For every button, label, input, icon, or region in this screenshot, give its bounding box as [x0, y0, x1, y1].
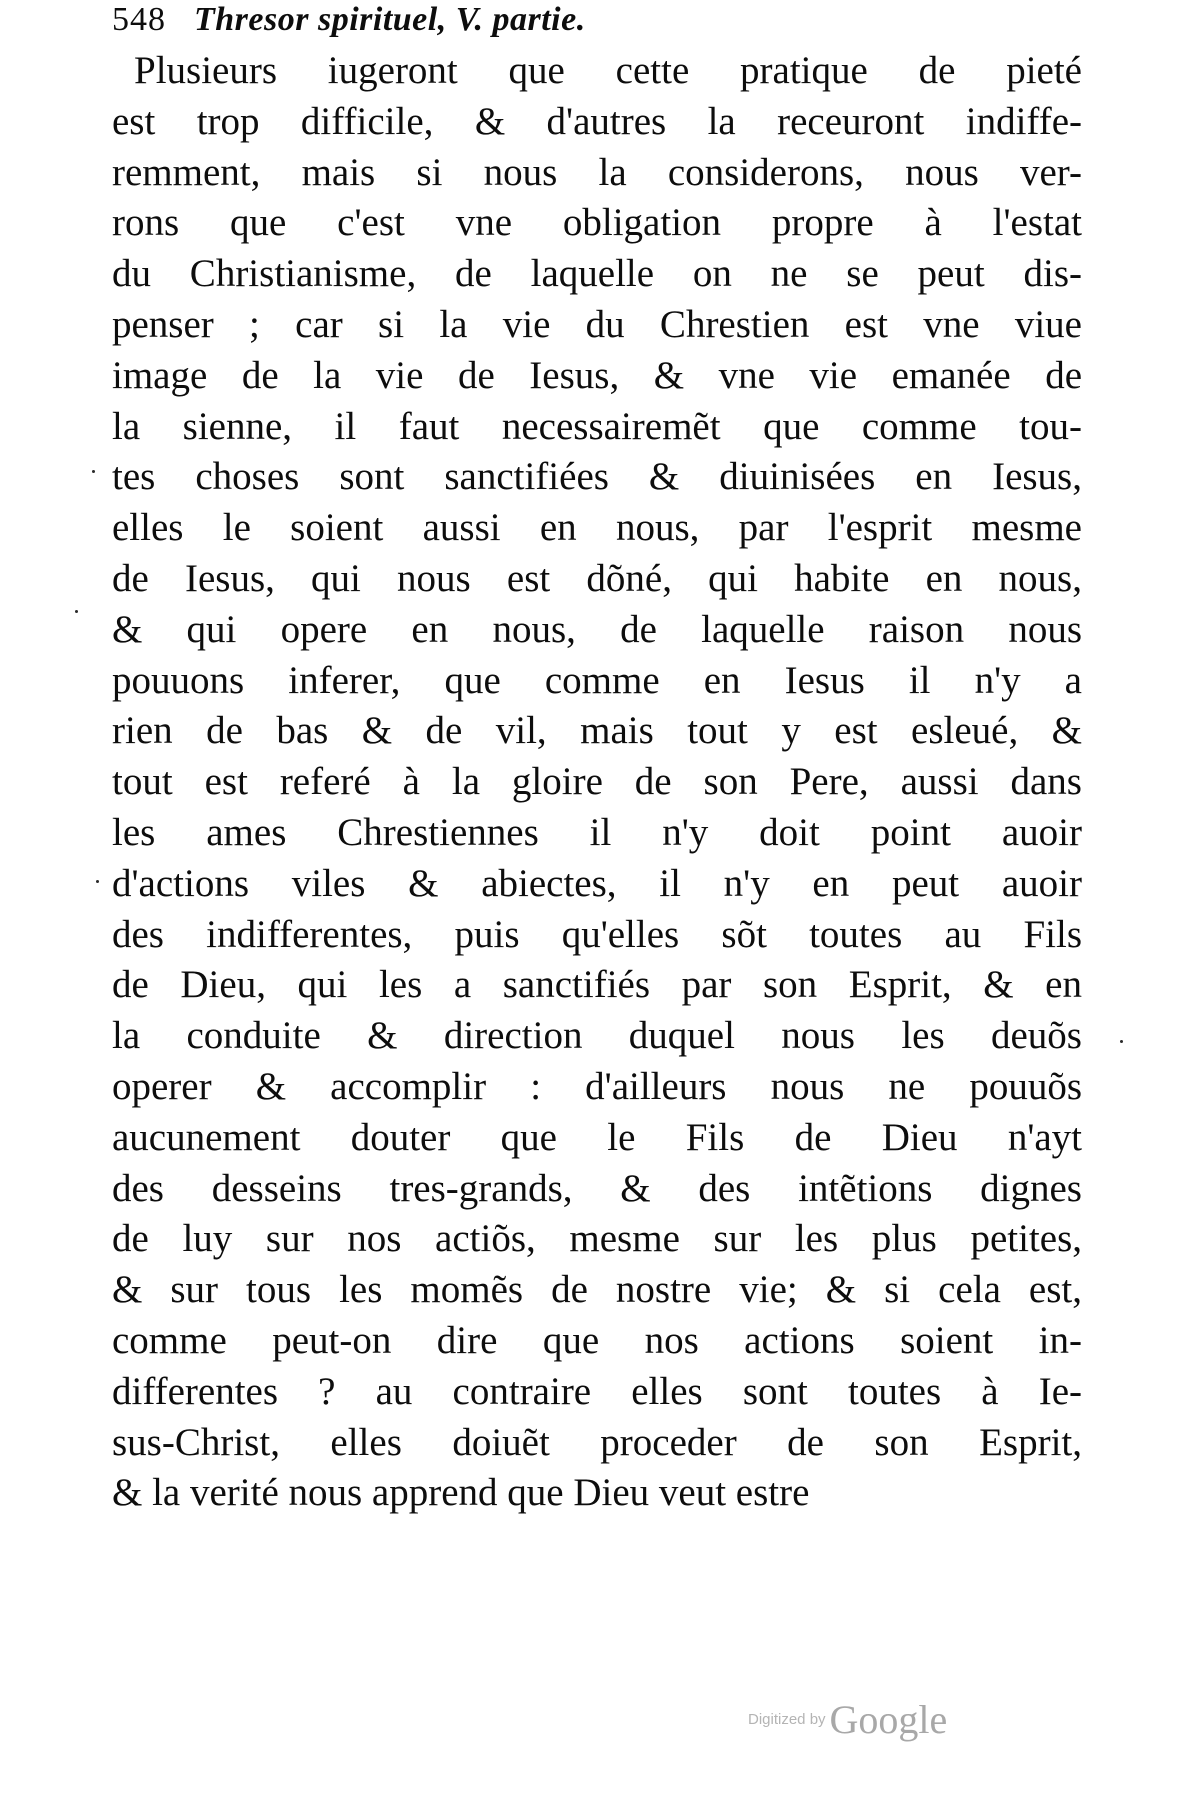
running-head-title: Thresor spirituel, V. partie. [194, 1, 586, 38]
text-line: sus-Christ, elles doiuẽt proceder de son Esprit, [112, 1420, 1082, 1464]
google-logo: Google [829, 1697, 948, 1742]
text-line: d'actions viles & abiectes, il n'y en peut auoir [112, 861, 1082, 905]
text-line: du Christianisme, de laquelle on ne se peut dis- [112, 252, 1082, 296]
text-line: elles le soient aussi en nous, par l'esprit mesme [112, 506, 1082, 550]
page-number: 548 [112, 1, 166, 38]
text-line: differentes ? au contraire elles sont toutes à Ie- [112, 1369, 1082, 1413]
text-line: les ames Chrestiennes il n'y doit point auoir [112, 810, 1082, 854]
text-line: est trop difficile, & d'autres la receuront indiffe- [112, 99, 1082, 143]
text-line: & la verité nous apprend que Dieu veut estre [112, 1471, 810, 1515]
ink-speck [75, 610, 78, 613]
text-line: de Iesus, qui nous est dõné, qui habite en nous, [112, 556, 1082, 600]
text-line: tes choses sont sanctifiées & diuinisées en Iesus, [112, 455, 1082, 499]
text-line: & sur tous les momẽs de nostre vie; & si cela est, [112, 1268, 1082, 1312]
text-line: des desseins tres-grands, & des intẽtions dignes [112, 1166, 1082, 1210]
text-line: de Dieu, qui les a sanctifiés par son Esprit, & en [112, 963, 1082, 1007]
text-line: rons que c'est vne obligation propre à l'estat [112, 201, 1082, 245]
text-line: image de la vie de Iesus, & vne vie emanée de [112, 353, 1082, 397]
text-line: comme peut-on dire que nos actions soient in- [112, 1318, 1082, 1362]
text-line: aucunement douter que le Fils de Dieu n'ayt [112, 1115, 1082, 1159]
text-line: penser ; car si la vie du Chrestien est vne viue [112, 302, 1082, 346]
text-line: tout est referé à la gloire de son Pere, aussi dans [112, 760, 1082, 804]
ink-speck [92, 470, 95, 473]
text-line: des indifferentes, puis qu'elles sõt toutes au Fils [112, 912, 1082, 956]
text-line: Plusieurs iugeront que cette pratique de pieté [134, 49, 1082, 92]
text-line: de luy sur nos actiõs, mesme sur les plus petites, [112, 1217, 1082, 1261]
text-line: la sienne, il faut necessairemẽt que comme tou- [112, 404, 1082, 448]
body-text [112, 46, 1082, 1519]
running-head [112, 0, 1052, 46]
digitized-by-google-watermark [748, 1696, 1008, 1756]
text-line: operer & accomplir : d'ailleurs nous ne pouuõs [112, 1064, 1082, 1108]
text-line: remment, mais si nous la considerons, nous ver- [112, 150, 1082, 194]
text-line: pouuons inferer, que comme en Iesus il n'y a [112, 658, 1082, 702]
watermark-label: Digitized by [748, 1711, 826, 1728]
ink-speck [1120, 1040, 1123, 1043]
text-line: la conduite & direction duquel nous les deuõs [112, 1014, 1082, 1058]
text-line: rien de bas & de vil, mais tout y est esleué, & [112, 709, 1082, 753]
ink-speck [96, 880, 99, 883]
text-line: & qui opere en nous, de laquelle raison nous [112, 607, 1082, 651]
